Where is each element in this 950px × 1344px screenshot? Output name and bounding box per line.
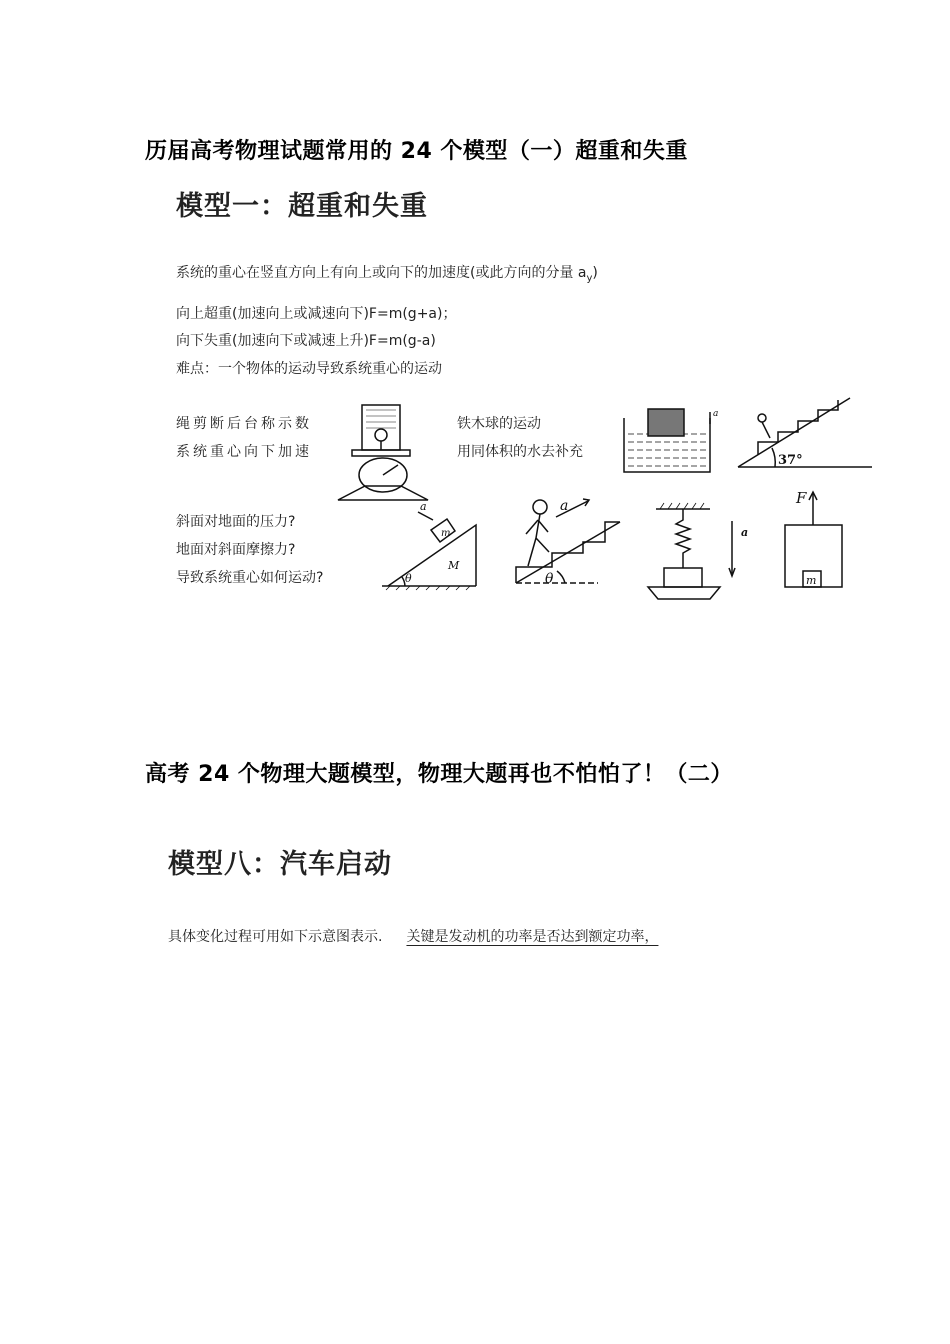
wedge-mass-m-label: m <box>441 528 451 539</box>
stairs-theta-label: θ <box>545 571 554 587</box>
water-tank-figure <box>624 409 710 472</box>
row1-mid-line2: 用同体积的水去补充 <box>457 444 583 460</box>
wedge-mass-M-label: M <box>448 559 460 572</box>
wedge-theta-label: θ <box>405 572 412 585</box>
angle-37-label: 37° <box>778 453 803 468</box>
text-line-car-1 <box>168 926 658 946</box>
wedge-block-figure <box>382 512 476 590</box>
tank-acc-label: a <box>713 409 719 419</box>
row2-left-line2: 地面对斜面摩擦力? <box>176 542 296 558</box>
row1-left-line2: 系统重心向下加速 <box>176 444 312 460</box>
text-line-2: 向上超重(加速向上或减速向下)F=m(g+a)； <box>176 306 457 322</box>
incline-stairs-figure <box>738 398 872 467</box>
model1-title: 模型一：超重和失重 <box>176 191 428 222</box>
row1-left-line1: 绳剪断后台称示数 <box>176 416 312 432</box>
wedge-acc-label: a <box>420 500 427 513</box>
text-line-1: 系统的重心在竖直方向上有向上或向下的加速度(或此方向的分量 $a_y$) <box>176 265 598 284</box>
stairs-acc-label: a <box>560 498 569 514</box>
row1-mid-line1: 铁木球的运动 <box>457 416 541 432</box>
force-F-label: F <box>796 489 807 507</box>
box-mass-m-label: m <box>806 574 817 587</box>
section2-heading: 高考 24 个物理大题模型，物理大题再也不怕怕了！（二） <box>145 762 733 787</box>
model8-title: 模型八：汽车启动 <box>168 849 392 880</box>
box-force-figure <box>785 492 842 587</box>
spring-mass-figure <box>648 503 735 599</box>
section1-heading: 历届高考物理试题常用的 24 个模型（一）超重和失重 <box>145 139 688 164</box>
scale-tube-figure <box>338 405 428 500</box>
car-text-plain: 具体变化过程可用如下示意图表示. <box>168 929 383 945</box>
text-line-4: 难点：一个物体的运动导致系统重心的运动 <box>176 361 442 377</box>
car-text-underlined: 关键是发动机的功率是否达到额定功率， <box>406 929 659 945</box>
spring-acc-label: a <box>741 526 749 539</box>
subscript-y: y <box>586 272 593 284</box>
physics-figures <box>0 0 950 620</box>
row2-left-line3: 导致系统重心如何运动? <box>176 570 324 586</box>
row2-left-line1: 斜面对地面的压力? <box>176 514 296 530</box>
text-line-3: 向下失重(加速向下或减速上升)F=m(g-a) <box>176 333 436 349</box>
